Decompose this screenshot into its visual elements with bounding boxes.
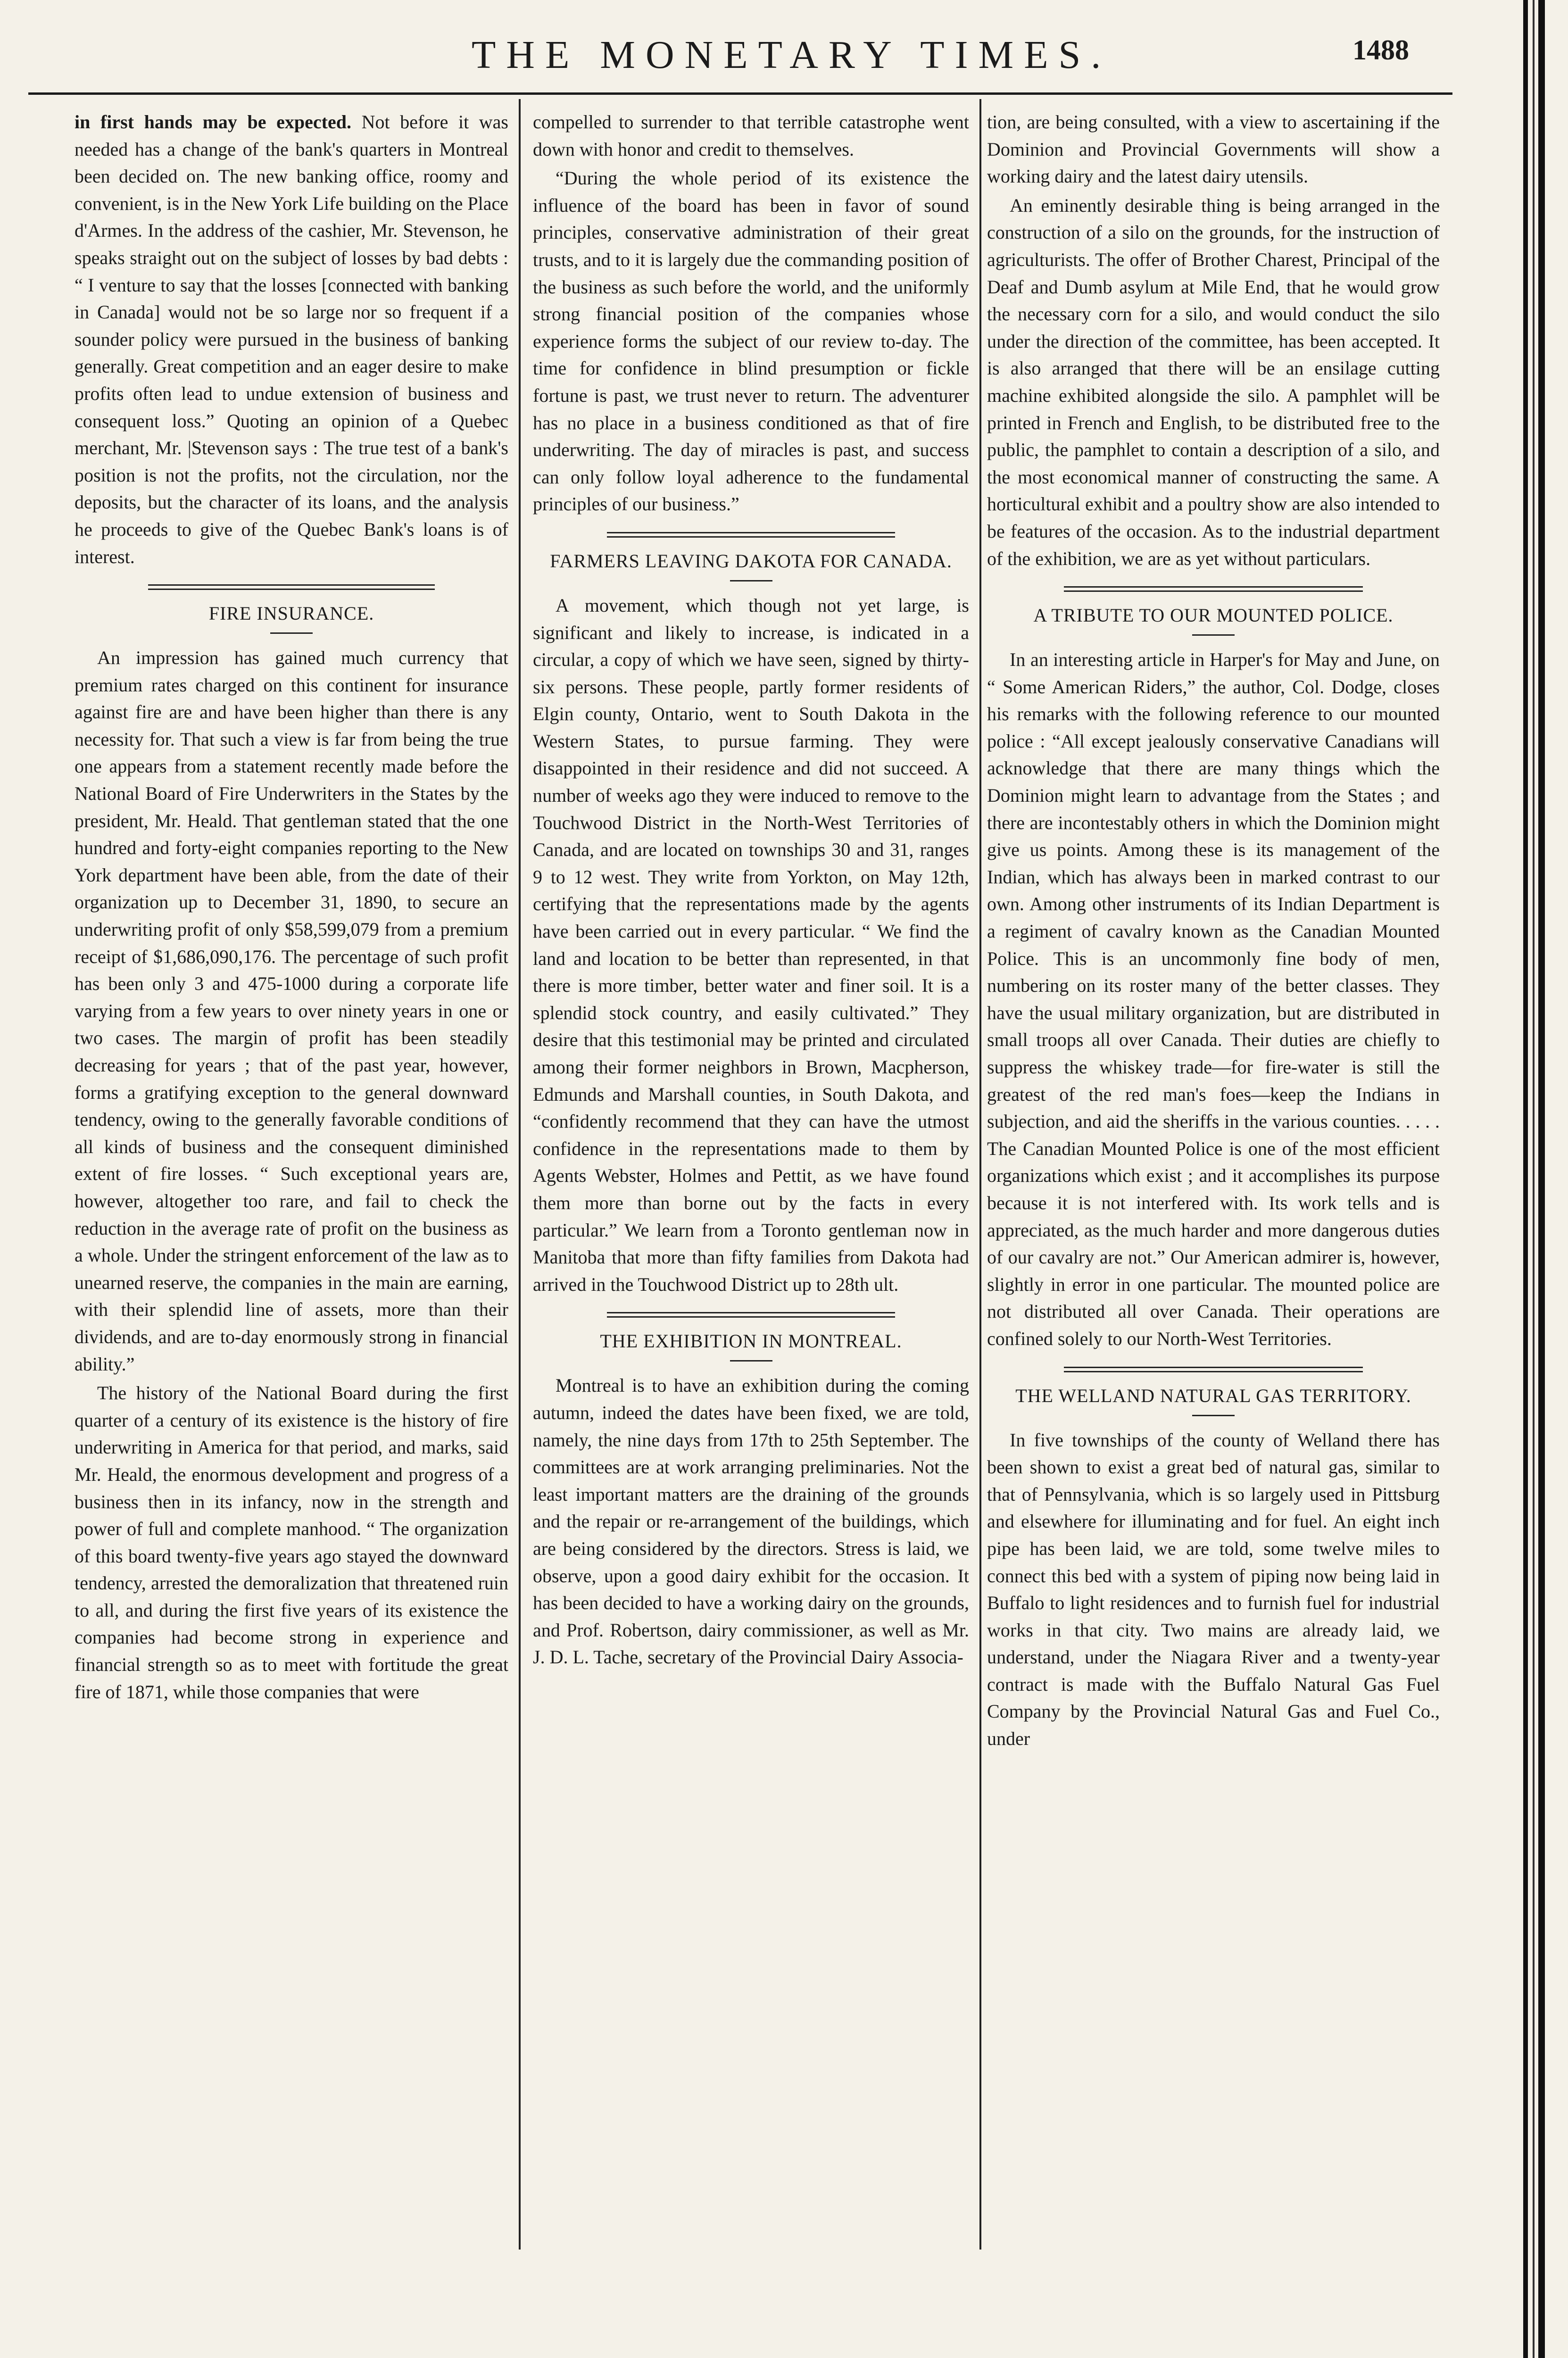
lead-in-text: in first hands may be expected.: [75, 111, 351, 133]
article-paragraph: Montreal is to have an exhibition during the coming autumn, indeed the dates have been fixed, we are told, namely, the nine days from 17th to 25th September. The committees are at work arranging preliminaries. Not the least important matters are the draining of the grounds and the repair or re-arrangement of the buildings, which are being considered by the directors. Stress is laid, we observe, upon a good dairy exhibit for the occasion. It has been decided to have a working dairy on the grounds, and Prof. Robertson, dairy commissioner, as well as Mr. J. D. L. Tache, secretary of the Provincial Dairy Associa-: [533, 1375, 969, 1668]
article-paragraph: A movement, which though not yet large, is significant and likely to increase, is indicated in a circular, a copy of which we have seen, signed by thirty-six persons. These people, partly former residents of Elgin county, Ontario, went to South Dakota in the Western States, to pursue farming. They were disappointed in their residence and did not succeed. A number of weeks ago they were induced to remove to the Touchwood District in the North-West Territories of Canada, and are located on townships 30 and 31, ranges 9 to 12 west. They write from Yorkton, on May 12th, certifying that the representations made by the agents have been carried out in every particular. “ We find the land and location to be better than represented, in that there is more timber, better water and finer soil. It is a splendid stock country, and easily cultivated.” They desire that this testimonial may be printed and circulated among their former neighbors in Brown, Macpherson, Edmunds and Marshall counties, in South Dakota, and “confidently recommend that they can have the utmost confidence in the representations made to them by Agents Webster, Holmes and Pettit, as we have found them more than borne out by the facts in every particular.” We learn from a Toronto gentleman now in Manitoba that more than fifty families from Dakota had arrived in the Touchwood District up to 28th ult.: [533, 594, 969, 1295]
heading-dash: [1192, 634, 1235, 636]
masthead-rule: [28, 92, 1452, 95]
article-paragraph: [75, 108, 508, 570]
paragraph-text: Not before it was needed has a change of the bank's quarters in Montreal been decided on. The new banking office, roomy and convenient, is in the New York Life building on the Place d'Armes. In the address of the cashier, Mr. Stevenson, he speaks straight out on the subject of losses by bad debts : “ I venture to say that the losses [connected with banking in Canada] would not be so large nor so frequent if a sounder policy were pursued in the business of banking generally. Great competition and an eager desire to make profits often lead to undue extension of business and consequent loss.” Quoting an opinion of a Quebec merchant, Mr. |Stevenson says : The true test of a bank's position is not the profits, not the circulation, nor the deposits, but the character of its loans, and the analysis he proceeds to give of the Quebec Bank's loans is of interest.: [75, 111, 508, 567]
article-paragraph: An impression has gained much currency that premium rates charged on this continent for insurance against fire are and have been higher than there is any necessity for. That such a view is far from being the true one appears from a statement recently made before the National Board of Fire Underwriters in the States by the president, Mr. Heald. That gentleman stated that the one hundred and forty-eight companies reporting to the New York department have been able, from the date of their organization up to December 31, 1890, to secure an underwriting profit of only $58,599,079 from a premium receipt of $1,686,090,176. The percentage of such profit has been only 3 and 475-1000 during a corporate life varying from a few years to over ninety years in one or two cases. The margin of profit has been steadily decreasing for years ; that of the past year, however, forms a gratifying exception to the general downward tendency, owing to the generally favorable conditions of all kinds of business and the consequent diminished extent of fire losses. “ Such exceptional years are, however, altogether too rare, and fail to check the reduction in the average rate of profit on the business as a whole. Under the stringent enforcement of the law as to unearned reserve, the companies in the main are earning, with their splendid line of assets, more than their dividends, and are to-day enormously strong in financial ability.”: [75, 647, 508, 1375]
section-separator: [607, 1312, 895, 1318]
section-separator: [1064, 1367, 1363, 1372]
binding-edge-bar: [1538, 0, 1545, 2358]
column-rule: [519, 99, 521, 2250]
article-paragraph: compelled to surrender to that terrible catastrophe went down with honor and credit to themselves.: [533, 111, 969, 160]
column-2: [533, 108, 969, 1673]
heading-welland-gas: THE WELLAND NATURAL GAS TERRITORY.: [1015, 1385, 1411, 1406]
heading-fire-insurance: FIRE INSURANCE.: [208, 603, 374, 624]
binding-edge-bar: [1523, 0, 1528, 2358]
article-paragraph: In five townships of the county of Welland there has been shown to exist a great bed of natural gas, similar to that of Pennsylvania, which is so largely used in Pittsburg and elsewhere for illuminating and for fuel. An eight inch pipe has been laid, we are told, some twelve miles to connect this bed with a system of piping now being laid in Buffalo to light residences and to furnish fuel for industrial works in that city. Two mains are already laid, we understand, under the Niagara River and a twenty-year contract is made with the Buffalo Natural Gas Fuel Company by the Provincial Natural Gas and Fuel Co., under: [987, 1429, 1440, 1750]
heading-farmers-leaving-dakota: FARMERS LEAVING DAKOTA FOR CANADA.: [550, 550, 952, 572]
page-number: 1488: [1352, 34, 1409, 66]
heading-dash: [730, 1360, 772, 1362]
section-separator: [148, 584, 434, 590]
heading-dash: [1192, 1415, 1235, 1416]
article-paragraph: In an interesting article in Harper's for May and June, on “ Some American Riders,” the author, Col. Dodge, closes his remarks with the following reference to our mounted police : “All except jealously conservative Canadians will acknowledge that there are many things which the Dominion might learn to advantage from the States ; and there are incontestably others in which the Dominion might give us points. Among these is its management of the Indian, which has always been in marked contrast to our own. Among other instruments of its Indian Department is a regiment of cavalry known as the Canadian Mounted Police. This is an uncommonly fine body of men, numbering on its roster many of the better classes. They have the usual military organization, but are distributed in small troops all over Canada. Their duties are chiefly to suppress the whiskey trade—for fire-water is still the greatest of the red man's foes—keep the Indians in subjection, and aid the sheriffs in the various counties. . . . . The Canadian Mounted Police is one of the most efficient organizations which exist ; and it accomplishes its purpose because it is not interfered with. Its work tells and is appreciated, as the much harder and more dangerous duties of our cavalry are not.” Our American admirer is, however, slightly in error in one particular. The mounted police are not distributed all over Canada. Their operations are confined solely to our North-West Territories.: [987, 649, 1440, 1349]
heading-dash: [270, 632, 313, 634]
newspaper-title: THE MONETARY TIMES.: [472, 33, 1112, 77]
masthead: [0, 0, 1568, 94]
column-1: [75, 108, 508, 1707]
article-paragraph: An eminently desirable thing is being arranged in the construction of a silo on the grounds, for the instruction of agriculturists. The offer of Brother Charest, Principal of the Deaf and Dumb asylum at Mile End, that he would grow the necessary corn for a silo, and would conduct the silo under the direction of the committee, has been accepted. It is also arranged that there will be an ensilage cutting machine exhibited alongside the silo. A pamphlet will be printed in French and English, to be distributed free to the public, the pamphlet to contain a description of a silo, and the most economical manner of constructing the same. A horticultural exhibit and a poultry show are also intended to be features of the occasion. As to the industrial department of the exhibition, we are as yet without particulars.: [987, 194, 1440, 569]
heading-dash: [730, 580, 772, 581]
heading-mounted-police: A TRIBUTE TO OUR MOUNTED POLICE.: [1033, 605, 1394, 626]
section-separator: [1064, 586, 1363, 592]
column-3: [987, 108, 1440, 1754]
section-separator: [607, 532, 895, 538]
article-paragraph: The history of the National Board during the first quarter of a century of its existence is the history of fire underwriting in America for that period, and marks, said Mr. Heald, the enormous development and progress of a business then in its infancy, now in the strength and power of full and complete manhood. “ The organization of this board twenty-five years ago stayed the downward tendency, arrested the demoralization that threatened ruin to all, and during the first five years of its existence the companies had become strong in experience and financial strength so as to meet with fortitude the great fire of 1871, while those companies that were: [75, 1382, 508, 1702]
binding-edge-bar: [1533, 0, 1535, 2358]
heading-exhibition-montreal: THE EXHIBITION IN MONTREAL.: [600, 1330, 902, 1352]
article-paragraph: “During the whole period of its existence the influence of the board has been in favor of sound principles, conservative administration of their great trusts, and to it is largely due the commanding position of the business as such before the world, and the uniformly strong financial position of the companies whose experience forms the subject of our review to-day. The time for confidence in blind presumption or fickle fortune is past, we trust never to return. The adventurer has no place in a business conditioned as that of fire underwriting. The day of miracles is past, and success can only follow loyal adherence to the fundamental principles of our business.”: [533, 167, 969, 515]
article-paragraph: tion, are being consulted, with a view to ascertaining if the Dominion and Provincial Governments will show a working dairy and the latest dairy utensils.: [987, 111, 1440, 187]
column-rule: [979, 99, 981, 2250]
